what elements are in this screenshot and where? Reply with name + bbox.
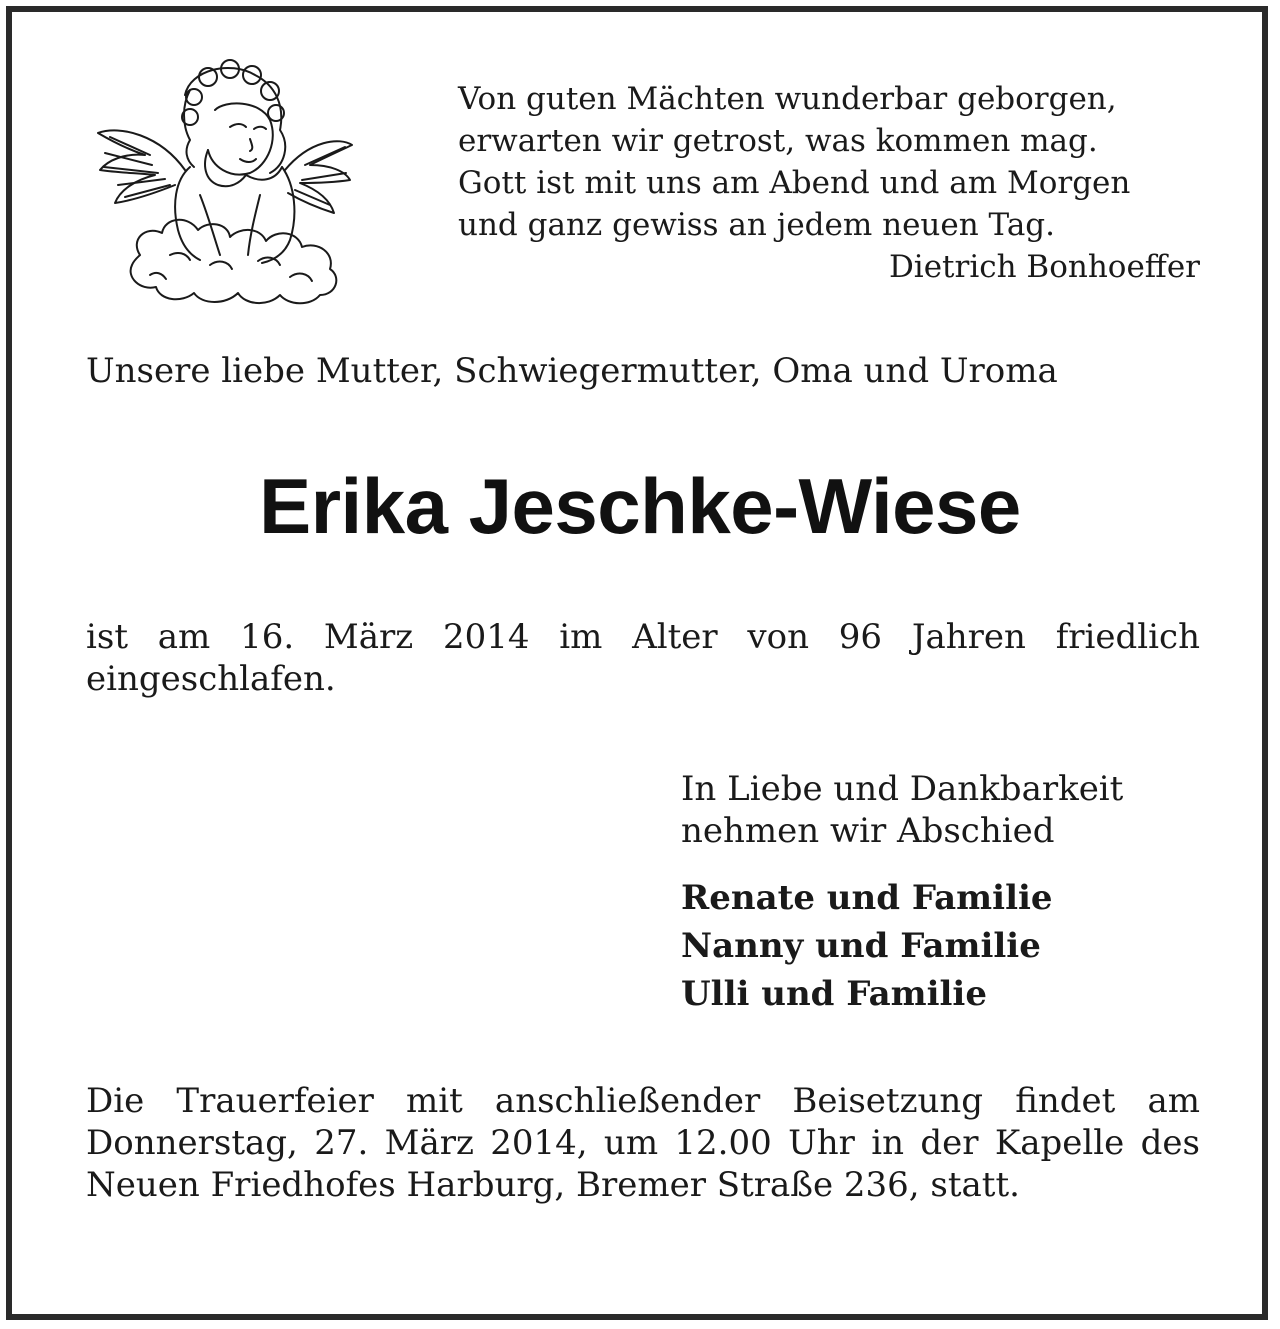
poem-line: erwarten wir getrost, was kommen mag. xyxy=(458,123,1098,159)
deceased-name: Erika Jeschke-Wiese xyxy=(259,462,1021,550)
poem-line: und ganz gewiss an jedem neuen Tag. xyxy=(458,207,1056,243)
farewell-line: nehmen wir Abschied xyxy=(681,811,1055,851)
farewell-line: In Liebe und Dankbarkeit xyxy=(681,769,1124,809)
bonhoeffer-poem xyxy=(458,78,1200,288)
mourner-name: Ulli und Familie xyxy=(681,974,987,1014)
mourner-name: Nanny und Familie xyxy=(681,926,1041,966)
mourners-list xyxy=(681,874,1201,1018)
cherub-angel-icon xyxy=(90,55,360,310)
funeral-notice: Die Trauerfeier mit anschließender Beisetzung findet am Donnerstag, 27. März 2014, um 12.00 Uhr in der Kapelle des Neuen Friedhofes Harburg, Bremer Straße 236, statt. xyxy=(86,1081,1200,1205)
death-notice: ist am 16. März 2014 im Alter von 96 Jahren friedlich eingeschlafen. xyxy=(86,617,1200,699)
poem-line: Gott ist mit uns am Abend und am Morgen xyxy=(458,165,1131,201)
intro-text: Unsere liebe Mutter, Schwiegermutter, Oma und Uroma xyxy=(86,351,1058,391)
poem-author: Dietrich Bonhoeffer xyxy=(888,249,1200,285)
mourner-name: Renate und Familie xyxy=(681,878,1053,918)
poem-line: Von guten Mächten wunderbar geborgen, xyxy=(458,81,1117,117)
farewell-text xyxy=(681,768,1201,852)
